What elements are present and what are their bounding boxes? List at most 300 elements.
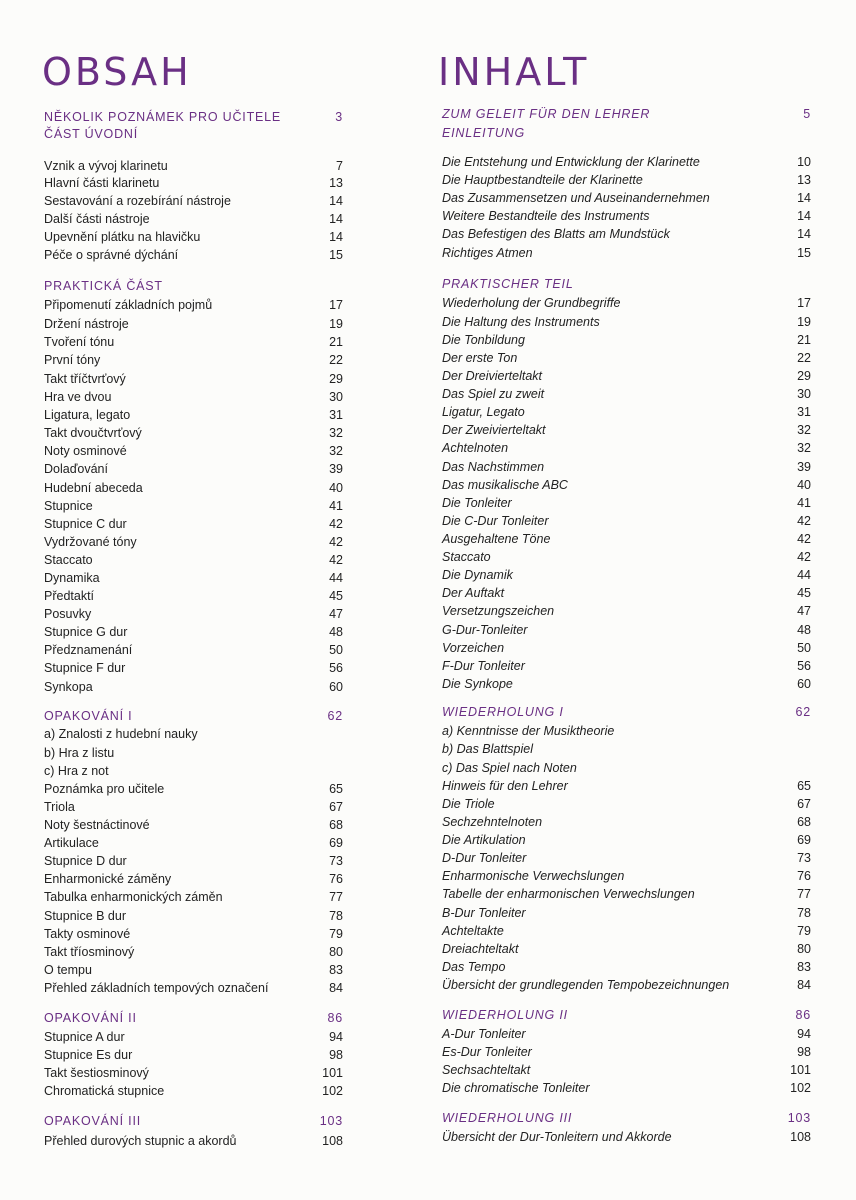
toc-entry-row bbox=[0, 854, 420, 868]
toc-entry-label: Übersicht der grundlegenden Tempobezeichnungen bbox=[442, 978, 730, 992]
toc-entry-label: Ligatura, legato bbox=[44, 408, 131, 422]
toc-page-number: 69 bbox=[797, 833, 811, 847]
toc-entry-label: Stupnice G dur bbox=[44, 625, 128, 639]
toc-page-number: 14 bbox=[329, 194, 343, 208]
toc-entry-label: Artikulace bbox=[44, 836, 99, 850]
toc-entry-label: Stupnice C dur bbox=[44, 517, 127, 531]
section-heading-row bbox=[0, 127, 420, 141]
toc-entry-label: Noty osminové bbox=[44, 444, 127, 458]
toc-entry-row bbox=[0, 176, 420, 190]
toc-page-number: 32 bbox=[797, 423, 811, 437]
toc-entry-label: Die Entstehung und Entwicklung der Klarinette bbox=[442, 155, 700, 169]
toc-page-number: 60 bbox=[797, 677, 811, 691]
toc-entry-label: Ausgehaltene Töne bbox=[442, 532, 551, 546]
toc-entry-row bbox=[0, 981, 420, 995]
toc-entry-label: Sechsachteltakt bbox=[442, 1063, 531, 1077]
toc-entry-label: Stupnice D dur bbox=[44, 854, 127, 868]
toc-entry-row bbox=[0, 248, 420, 262]
toc-entry-row bbox=[420, 724, 856, 738]
toc-page-number: 30 bbox=[329, 390, 343, 404]
toc-entry-label: Übersicht der Dur-Tonleitern und Akkorde bbox=[442, 1130, 672, 1144]
toc-entry-row bbox=[0, 800, 420, 814]
section-heading-row bbox=[420, 126, 856, 140]
toc-entry-label: ZUM GELEIT FÜR DEN LEHRER bbox=[442, 107, 651, 121]
section-heading-row bbox=[420, 277, 856, 291]
toc-entry-label: Přehled durových stupnic a akordů bbox=[44, 1134, 237, 1148]
toc-entry-label: G-Dur-Tonleiter bbox=[442, 623, 528, 637]
toc-entry-label: WIEDERHOLUNG I bbox=[442, 705, 564, 719]
toc-entry-label: Hra ve dvou bbox=[44, 390, 112, 404]
toc-page-number: 3 bbox=[335, 110, 343, 124]
toc-entry-label: Enharmonické záměny bbox=[44, 872, 172, 886]
toc-entry-row bbox=[420, 604, 856, 618]
toc-entry-label: Der Zweivierteltakt bbox=[442, 423, 546, 437]
toc-entry-row bbox=[420, 387, 856, 401]
toc-entry-label: OPAKOVÁNÍ III bbox=[44, 1114, 141, 1128]
section-heading-row bbox=[420, 1008, 856, 1022]
toc-entry-label: Vznik a vývoj klarinetu bbox=[44, 159, 168, 173]
toc-entry-label: Die chromatische Tonleiter bbox=[442, 1081, 590, 1095]
toc-entry-label: Stupnice Es dur bbox=[44, 1048, 133, 1062]
toc-entry-row bbox=[0, 818, 420, 832]
toc-entry-label: Stupnice A dur bbox=[44, 1030, 125, 1044]
toc-page-number: 65 bbox=[797, 779, 811, 793]
toc-entry-label: Die Tonbildung bbox=[442, 333, 525, 347]
toc-page-number: 77 bbox=[797, 887, 811, 901]
toc-entry-row bbox=[0, 372, 420, 386]
toc-entry-label: Richtiges Atmen bbox=[442, 246, 533, 260]
toc-entry-row bbox=[0, 517, 420, 531]
toc-entry-row bbox=[420, 478, 856, 492]
toc-entry-row bbox=[0, 727, 420, 741]
toc-entry-label: Péče o správné dýchání bbox=[44, 248, 179, 262]
toc-entry-row bbox=[420, 405, 856, 419]
toc-page-number: 79 bbox=[329, 927, 343, 941]
toc-entry-row bbox=[420, 906, 856, 920]
toc-entry-label: OPAKOVÁNÍ I bbox=[44, 709, 133, 723]
toc-entry-label: Takt šestiosminový bbox=[44, 1066, 149, 1080]
inhalt-title: INHALT bbox=[438, 50, 590, 94]
toc-page-number: 78 bbox=[329, 909, 343, 923]
toc-entry-label: OPAKOVÁNÍ II bbox=[44, 1011, 137, 1025]
toc-entry-label: Die Haltung des Instruments bbox=[442, 315, 600, 329]
toc-entry-row bbox=[0, 589, 420, 603]
toc-entry-label: Die Triole bbox=[442, 797, 495, 811]
toc-entry-row bbox=[420, 797, 856, 811]
toc-entry-row bbox=[0, 426, 420, 440]
section-heading-row bbox=[420, 1111, 856, 1125]
section-heading-row bbox=[420, 705, 856, 719]
toc-page-number: 31 bbox=[797, 405, 811, 419]
toc-entry-label: Chromatická stupnice bbox=[44, 1084, 165, 1098]
toc-entry-label: Das musikalische ABC bbox=[442, 478, 568, 492]
toc-page-number: 48 bbox=[329, 625, 343, 639]
toc-entry-label: Předtaktí bbox=[44, 589, 95, 603]
toc-entry-label: B-Dur Tonleiter bbox=[442, 906, 526, 920]
toc-entry-label: Tabulka enharmonických záměn bbox=[44, 890, 223, 904]
toc-entry-row bbox=[420, 532, 856, 546]
toc-entry-row bbox=[0, 764, 420, 778]
toc-page-number: 103 bbox=[787, 1111, 811, 1125]
toc-entry-row bbox=[0, 212, 420, 226]
obsah-title: OBSAH bbox=[42, 50, 192, 94]
toc-entry-row bbox=[420, 191, 856, 205]
toc-page-number: 29 bbox=[329, 372, 343, 386]
toc-page-number: 22 bbox=[797, 351, 811, 365]
toc-page-number: 44 bbox=[329, 571, 343, 585]
toc-entry-row bbox=[0, 317, 420, 331]
toc-entry-label: Takt tříčtvrťový bbox=[44, 372, 126, 386]
toc-entry-label: Takt tříosminový bbox=[44, 945, 135, 959]
toc-page-number: 30 bbox=[797, 387, 811, 401]
toc-entry-row bbox=[420, 209, 856, 223]
toc-entry-label: Stupnice B dur bbox=[44, 909, 126, 923]
toc-page-number: 80 bbox=[797, 942, 811, 956]
toc-entry-label: Hlavní části klarinetu bbox=[44, 176, 160, 190]
section-heading-row bbox=[0, 279, 420, 293]
toc-page-number: 13 bbox=[797, 173, 811, 187]
toc-entry-row bbox=[0, 335, 420, 349]
toc-entry-row bbox=[0, 499, 420, 513]
toc-entry-label: Das Nachstimmen bbox=[442, 460, 545, 474]
toc-entry-label: O tempu bbox=[44, 963, 92, 977]
toc-entry-row bbox=[0, 643, 420, 657]
toc-entry-label: WIEDERHOLUNG III bbox=[442, 1111, 573, 1125]
toc-entry-label: Die C-Dur Tonleiter bbox=[442, 514, 549, 528]
toc-entry-row bbox=[0, 909, 420, 923]
toc-entry-row bbox=[0, 353, 420, 367]
toc-entry-row bbox=[420, 978, 856, 992]
toc-entry-label: a) Znalosti z hudební nauky bbox=[44, 727, 198, 741]
toc-page-number: 32 bbox=[797, 441, 811, 455]
toc-entry-label: Takt dvoučtvrťový bbox=[44, 426, 142, 440]
toc-page-number: 17 bbox=[797, 296, 811, 310]
toc-entry-label: Připomenutí základních pojmů bbox=[44, 298, 213, 312]
toc-entry-label: Stupnice F dur bbox=[44, 661, 126, 675]
toc-page-number: 62 bbox=[795, 705, 811, 719]
toc-entry-row bbox=[420, 568, 856, 582]
toc-entry-row bbox=[0, 1066, 420, 1080]
toc-page-number: 101 bbox=[322, 1066, 343, 1080]
toc-page-number: 42 bbox=[329, 553, 343, 567]
toc-entry-row bbox=[420, 246, 856, 260]
toc-entry-row bbox=[0, 230, 420, 244]
toc-page-number: 22 bbox=[329, 353, 343, 367]
toc-page-number: 67 bbox=[329, 800, 343, 814]
toc-page-number: 42 bbox=[797, 514, 811, 528]
toc-entry-label: Der erste Ton bbox=[442, 351, 518, 365]
toc-entry-row bbox=[420, 623, 856, 637]
section-heading-row bbox=[0, 110, 420, 124]
toc-entry-row bbox=[420, 1130, 856, 1144]
toc-entry-row bbox=[420, 659, 856, 673]
section-heading-row bbox=[420, 107, 856, 121]
toc-entry-label: F-Dur Tonleiter bbox=[442, 659, 525, 673]
toc-page-number: 102 bbox=[322, 1084, 343, 1098]
toc-page-number: 40 bbox=[329, 481, 343, 495]
toc-entry-label: Dynamika bbox=[44, 571, 100, 585]
toc-page-number: 84 bbox=[797, 978, 811, 992]
toc-entry-label: Achtelnoten bbox=[442, 441, 509, 455]
toc-entry-row bbox=[420, 815, 856, 829]
toc-page-number: 56 bbox=[797, 659, 811, 673]
toc-page-number: 48 bbox=[797, 623, 811, 637]
toc-entry-label: Die Synkope bbox=[442, 677, 513, 691]
toc-entry-label: Přehled základních tempových označení bbox=[44, 981, 269, 995]
toc-entry-row bbox=[420, 1045, 856, 1059]
toc-entry-label: Der Dreivierteltakt bbox=[442, 369, 543, 383]
toc-entry-label: Die Tonleiter bbox=[442, 496, 512, 510]
toc-entry-label: Enharmonische Verwechslungen bbox=[442, 869, 625, 883]
toc-entry-label: Předznamenání bbox=[44, 643, 133, 657]
toc-entry-row bbox=[420, 351, 856, 365]
toc-page-number: 73 bbox=[797, 851, 811, 865]
toc-entry-row bbox=[0, 782, 420, 796]
toc-entry-label: A-Dur Tonleiter bbox=[442, 1027, 526, 1041]
toc-entry-row bbox=[0, 927, 420, 941]
toc-entry-label: WIEDERHOLUNG II bbox=[442, 1008, 568, 1022]
toc-entry-row bbox=[420, 315, 856, 329]
toc-page-number: 101 bbox=[790, 1063, 811, 1077]
toc-entry-label: Tabelle der enharmonischen Verwechslungen bbox=[442, 887, 695, 901]
czech-entries bbox=[0, 0, 420, 1200]
toc-entry-label: Noty šestnáctinové bbox=[44, 818, 150, 832]
toc-entry-row bbox=[0, 746, 420, 760]
toc-entry-row bbox=[420, 173, 856, 187]
toc-entry-label: b) Hra z listu bbox=[44, 746, 115, 760]
toc-page-number: 14 bbox=[329, 212, 343, 226]
toc-page-number: 10 bbox=[797, 155, 811, 169]
toc-page-number: 39 bbox=[329, 462, 343, 476]
toc-entry-label: Staccato bbox=[44, 553, 93, 567]
toc-page-number: 86 bbox=[795, 1008, 811, 1022]
toc-entry-row bbox=[420, 851, 856, 865]
toc-page-number: 108 bbox=[790, 1130, 811, 1144]
toc-page-number: 60 bbox=[329, 680, 343, 694]
toc-entry-row bbox=[420, 924, 856, 938]
toc-page-number: 14 bbox=[797, 209, 811, 223]
toc-entry-row bbox=[0, 481, 420, 495]
toc-entry-row bbox=[0, 194, 420, 208]
toc-entry-label: Wiederholung der Grundbegriffe bbox=[442, 296, 621, 310]
toc-page-number: 79 bbox=[797, 924, 811, 938]
toc-entry-row bbox=[420, 155, 856, 169]
toc-entry-row bbox=[0, 1134, 420, 1148]
toc-entry-label: Der Auftakt bbox=[442, 586, 505, 600]
toc-entry-row bbox=[0, 836, 420, 850]
toc-entry-row bbox=[420, 779, 856, 793]
toc-entry-row bbox=[0, 680, 420, 694]
toc-page-number: 45 bbox=[329, 589, 343, 603]
toc-page-number: 14 bbox=[329, 230, 343, 244]
toc-page-number: 31 bbox=[329, 408, 343, 422]
toc-entry-label: Upevnění plátku na hlavičku bbox=[44, 230, 201, 244]
toc-page-number: 56 bbox=[329, 661, 343, 675]
toc-page-number: 14 bbox=[797, 227, 811, 241]
toc-page-number: 15 bbox=[329, 248, 343, 262]
toc-entry-row bbox=[420, 441, 856, 455]
toc-entry-label: Sestavování a rozebírání nástroje bbox=[44, 194, 231, 208]
toc-entry-row bbox=[420, 833, 856, 847]
toc-entry-label: PRAKTICKÁ ČÁST bbox=[44, 279, 163, 293]
toc-entry-row bbox=[0, 945, 420, 959]
toc-entry-row bbox=[420, 1027, 856, 1041]
toc-entry-label: Vydržované tóny bbox=[44, 535, 137, 549]
toc-entry-label: Stupnice bbox=[44, 499, 93, 513]
toc-entry-label: Weitere Bestandteile des Instruments bbox=[442, 209, 650, 223]
toc-page-number: 77 bbox=[329, 890, 343, 904]
toc-page-number: 68 bbox=[329, 818, 343, 832]
toc-entry-label: Poznámka pro učitele bbox=[44, 782, 165, 796]
toc-page-number: 42 bbox=[797, 550, 811, 564]
toc-page-number: 108 bbox=[322, 1134, 343, 1148]
toc-entry-row bbox=[0, 390, 420, 404]
toc-entry-label: Versetzungszeichen bbox=[442, 604, 555, 618]
toc-page-number: 13 bbox=[329, 176, 343, 190]
toc-page-number: 86 bbox=[327, 1011, 343, 1025]
toc-page-number: 21 bbox=[329, 335, 343, 349]
toc-entry-row bbox=[0, 607, 420, 621]
toc-page-number: 45 bbox=[797, 586, 811, 600]
german-entries bbox=[420, 0, 856, 1200]
toc-entry-label: Posuvky bbox=[44, 607, 92, 621]
toc-page-number: 47 bbox=[329, 607, 343, 621]
toc-entry-label: Das Tempo bbox=[442, 960, 506, 974]
toc-entry-row bbox=[0, 1084, 420, 1098]
toc-page-number: 84 bbox=[329, 981, 343, 995]
toc-page-number: 73 bbox=[329, 854, 343, 868]
toc-entry-label: Ligatur, Legato bbox=[442, 405, 525, 419]
toc-entry-label: Das Befestigen des Blatts am Mundstück bbox=[442, 227, 670, 241]
toc-entry-row bbox=[420, 677, 856, 691]
toc-entry-row bbox=[0, 571, 420, 585]
toc-entry-row bbox=[420, 742, 856, 756]
toc-entry-row bbox=[0, 462, 420, 476]
toc-entry-label: Tvoření tónu bbox=[44, 335, 115, 349]
toc-entry-row bbox=[420, 586, 856, 600]
toc-entry-row bbox=[420, 942, 856, 956]
toc-entry-label: Achteltakte bbox=[442, 924, 504, 938]
toc-entry-label: Die Dynamik bbox=[442, 568, 513, 582]
toc-page-number: 68 bbox=[797, 815, 811, 829]
toc-entry-row bbox=[420, 869, 856, 883]
toc-entry-row bbox=[0, 1030, 420, 1044]
toc-page-number: 42 bbox=[329, 517, 343, 531]
toc-page-number: 94 bbox=[329, 1030, 343, 1044]
toc-entry-label: První tóny bbox=[44, 353, 101, 367]
toc-entry-row bbox=[420, 227, 856, 241]
toc-entry-label: D-Dur Tonleiter bbox=[442, 851, 527, 865]
toc-page-number: 69 bbox=[329, 836, 343, 850]
toc-entry-row bbox=[0, 535, 420, 549]
toc-page-number: 98 bbox=[329, 1048, 343, 1062]
toc-page-number: 7 bbox=[336, 159, 343, 173]
toc-page-number: 21 bbox=[797, 333, 811, 347]
toc-page-number: 78 bbox=[797, 906, 811, 920]
toc-entry-label: PRAKTISCHER TEIL bbox=[442, 277, 574, 291]
toc-page-number: 17 bbox=[329, 298, 343, 312]
toc-entry-row bbox=[420, 423, 856, 437]
toc-entry-row bbox=[0, 298, 420, 312]
toc-entry-label: Dreiachteltakt bbox=[442, 942, 519, 956]
toc-entry-row bbox=[420, 960, 856, 974]
toc-entry-label: Die Artikulation bbox=[442, 833, 526, 847]
toc-entry-row bbox=[0, 625, 420, 639]
toc-page-number: 44 bbox=[797, 568, 811, 582]
toc-entry-label: Dolaďování bbox=[44, 462, 108, 476]
toc-entry-label: b) Das Blattspiel bbox=[442, 742, 534, 756]
toc-page-number: 65 bbox=[329, 782, 343, 796]
toc-entry-row bbox=[420, 761, 856, 775]
toc-entry-label: NĚKOLIK POZNÁMEK PRO UČITELE bbox=[44, 110, 282, 124]
toc-page-number: 98 bbox=[797, 1045, 811, 1059]
toc-page-number: 80 bbox=[329, 945, 343, 959]
toc-entry-row bbox=[420, 1081, 856, 1095]
toc-page-number: 42 bbox=[797, 532, 811, 546]
toc-page-number: 39 bbox=[797, 460, 811, 474]
section-heading-row bbox=[0, 1011, 420, 1025]
toc-page-number: 67 bbox=[797, 797, 811, 811]
toc-entry-row bbox=[0, 661, 420, 675]
toc-entry-label: Das Zusammensetzen und Auseinandernehmen bbox=[442, 191, 710, 205]
toc-entry-row bbox=[0, 444, 420, 458]
toc-entry-label: c) Das Spiel nach Noten bbox=[442, 761, 577, 775]
toc-page-number: 5 bbox=[803, 107, 811, 121]
toc-entry-label: Synkopa bbox=[44, 680, 93, 694]
toc-page-number: 103 bbox=[319, 1114, 343, 1128]
toc-page-number: 83 bbox=[797, 960, 811, 974]
toc-page-number: 41 bbox=[797, 496, 811, 510]
toc-entry-row bbox=[420, 496, 856, 510]
toc-page-number: 32 bbox=[329, 426, 343, 440]
toc-entry-label: EINLEITUNG bbox=[442, 126, 526, 140]
toc-entry-row bbox=[0, 408, 420, 422]
toc-entry-row bbox=[420, 296, 856, 310]
toc-page-number: 76 bbox=[329, 872, 343, 886]
toc-entry-label: ČÁST ÚVODNÍ bbox=[44, 127, 138, 141]
toc-page-number: 32 bbox=[329, 444, 343, 458]
toc-page-number: 42 bbox=[329, 535, 343, 549]
toc-entry-row bbox=[420, 369, 856, 383]
toc-page-number: 29 bbox=[797, 369, 811, 383]
toc-entry-row bbox=[420, 333, 856, 347]
toc-page-number: 62 bbox=[327, 709, 343, 723]
toc-entry-row bbox=[0, 159, 420, 173]
toc-page-number: 76 bbox=[797, 869, 811, 883]
toc-entry-label: Triola bbox=[44, 800, 75, 814]
toc-page-number: 40 bbox=[797, 478, 811, 492]
toc-entry-row bbox=[420, 514, 856, 528]
toc-entry-label: Das Spiel zu zweit bbox=[442, 387, 545, 401]
section-heading-row bbox=[0, 1114, 420, 1128]
toc-entry-row bbox=[420, 550, 856, 564]
section-heading-row bbox=[0, 709, 420, 723]
toc-entry-row bbox=[0, 872, 420, 886]
toc-entry-label: Hinweis für den Lehrer bbox=[442, 779, 568, 793]
toc-page-number: 47 bbox=[797, 604, 811, 618]
toc-entry-label: Držení nástroje bbox=[44, 317, 129, 331]
toc-entry-label: c) Hra z not bbox=[44, 764, 109, 778]
toc-page-number: 15 bbox=[797, 246, 811, 260]
toc-entry-label: Další části nástroje bbox=[44, 212, 150, 226]
toc-page-number: 83 bbox=[329, 963, 343, 977]
toc-page-number: 19 bbox=[797, 315, 811, 329]
toc-page-number: 50 bbox=[329, 643, 343, 657]
toc-page-number: 50 bbox=[797, 641, 811, 655]
toc-entry-row bbox=[420, 887, 856, 901]
toc-entry-label: Die Hauptbestandteile der Klarinette bbox=[442, 173, 643, 187]
toc-page-number: 102 bbox=[790, 1081, 811, 1095]
